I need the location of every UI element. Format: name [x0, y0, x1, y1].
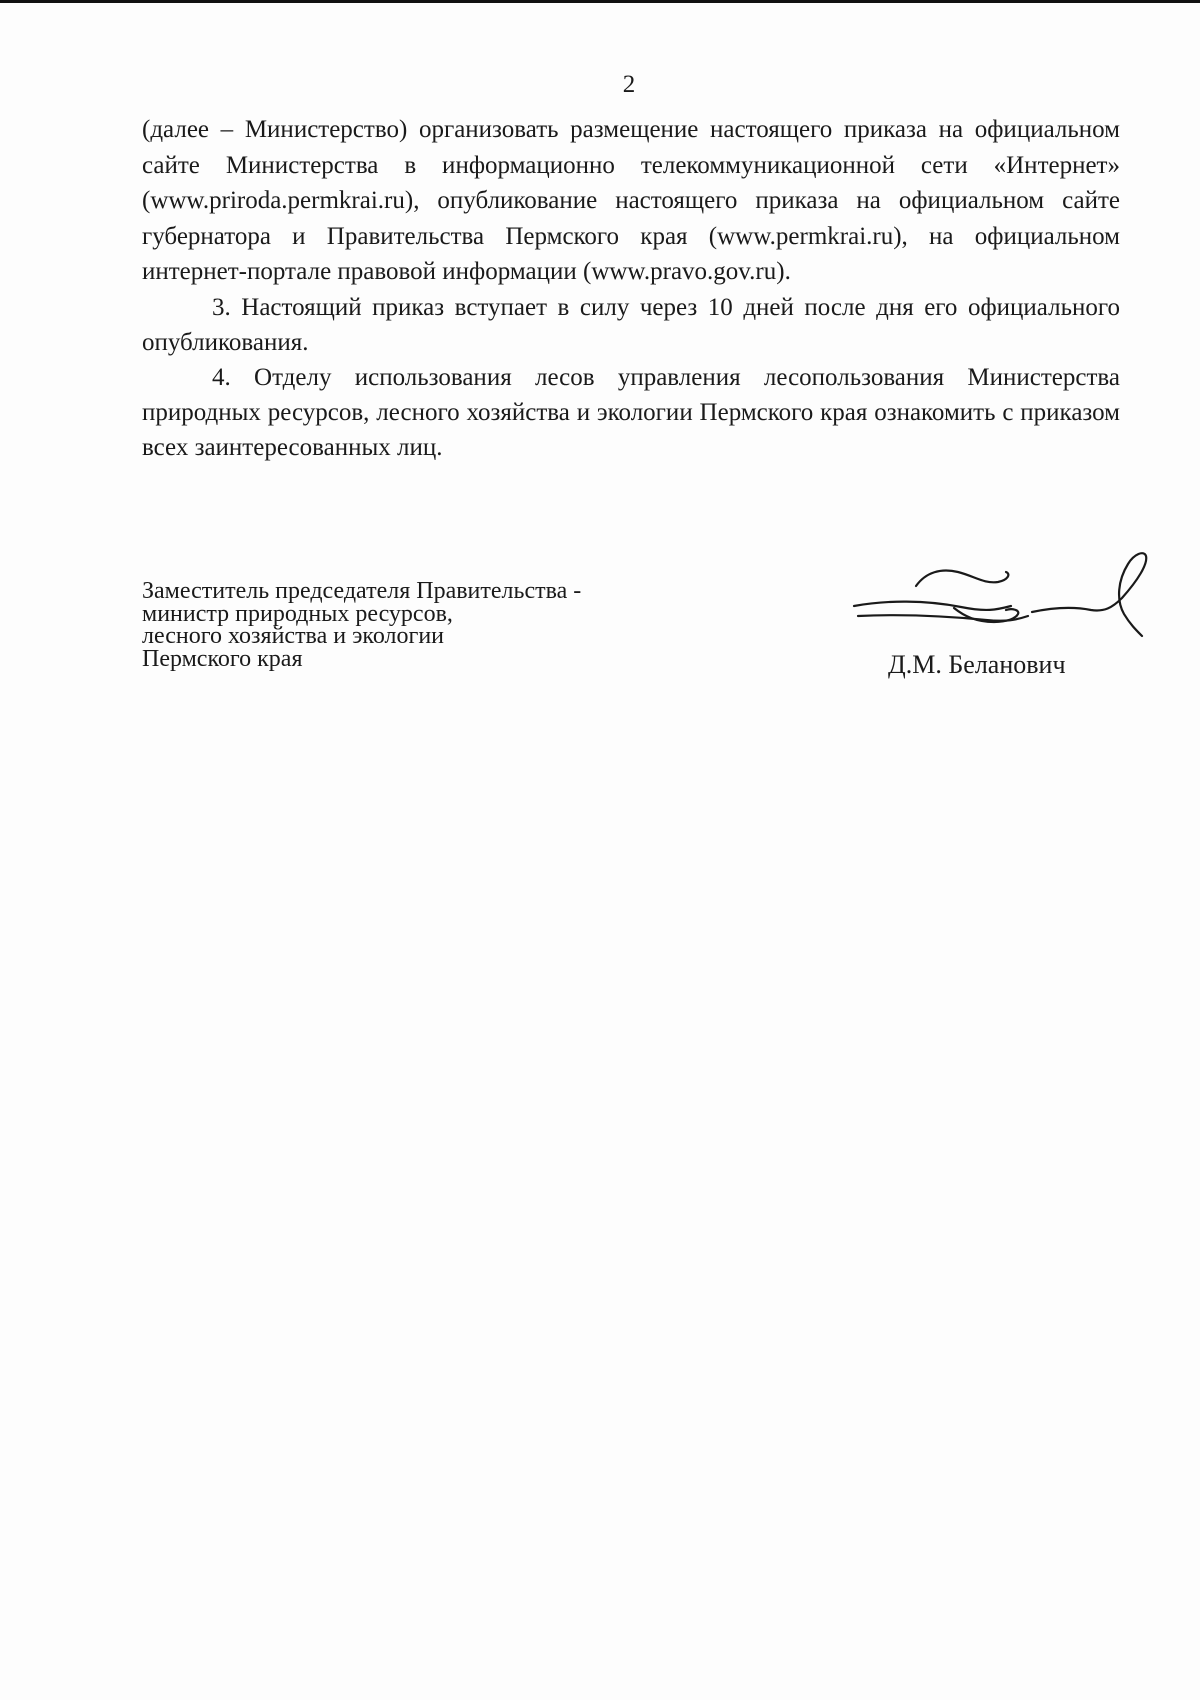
signatory-title-line: Пермского края	[142, 645, 303, 672]
signatory-name: Д.М. Беланович	[888, 650, 1066, 679]
paragraph-item-3: 3. Настоящий приказ вступает в силу через 10 дней после дня его официального опубликования.	[142, 293, 1120, 356]
handwritten-signature	[846, 550, 1176, 650]
top-border-line	[0, 0, 1200, 3]
paragraph-item-4: 4. Отделу использования лесов управления лесопользования Министерства природных ресурсов, лесного хозяйства и экологии Пермского края ознакомить с приказом всех заинтересованных лиц.	[142, 363, 1120, 461]
page-number: 2	[622, 71, 636, 98]
signatory-title	[142, 580, 702, 670]
signatory-title-line: министр природных ресурсов,	[142, 600, 453, 627]
signatory-title-line: Заместитель председателя Правительства -	[142, 578, 582, 604]
paragraph-continuation: (далее – Министерство) организовать размещение настоящего приказа на официальном сайте Министерства в информационно телекоммуникационной сети «Интернет» (www.priroda.permkrai.ru), опубликование настоящего приказа на официальном сайте губернатора и Правительства Пермского края (www.permkrai.ru), на официальном интернет-портале правовой информации (www.pravo.gov.ru).	[142, 116, 1120, 285]
signatory-title-line: лесного хозяйства и экологии	[142, 623, 445, 649]
document-body	[142, 112, 1120, 465]
